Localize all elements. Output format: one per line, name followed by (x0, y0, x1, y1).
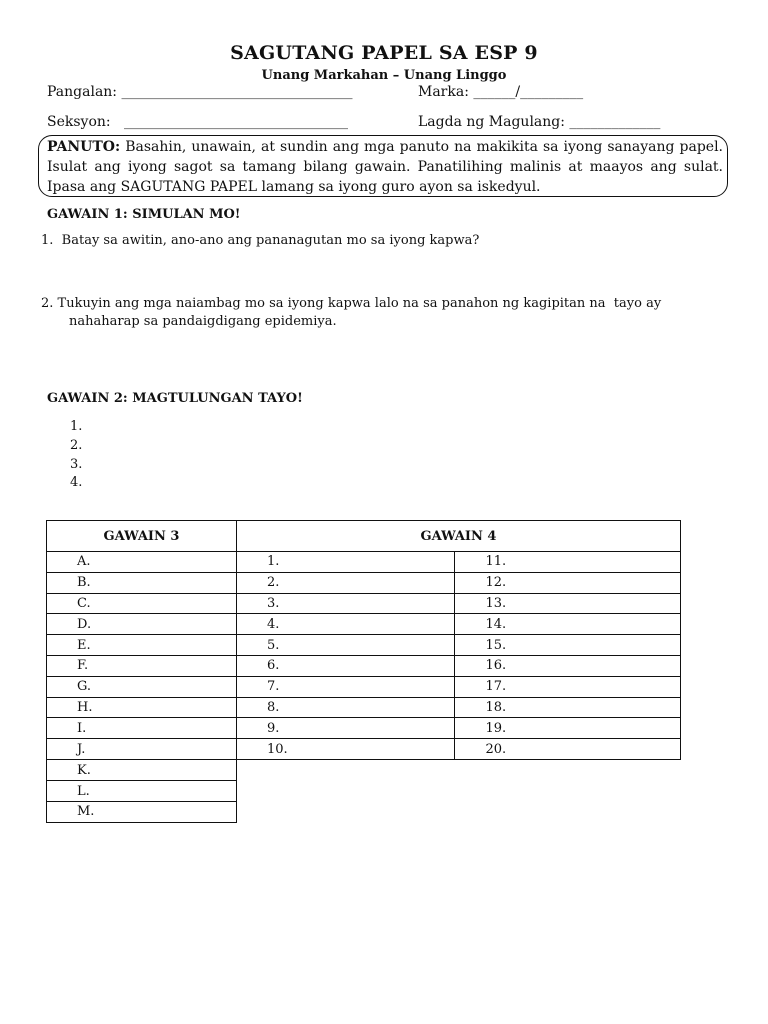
gawain2-item[interactable]: 4. (70, 475, 83, 490)
gawain3-cell[interactable]: B. (47, 572, 237, 593)
gawain4-cell[interactable]: 7. (237, 676, 455, 697)
table-blank (237, 802, 681, 823)
gawain4-cell[interactable]: 3. (237, 593, 455, 614)
page-subtitle: Unang Markahan – Unang Linggo (261, 68, 507, 83)
gawain2-heading: GAWAIN 2: MAGTULUNGAN TAYO! (47, 391, 303, 406)
gawain4-cell[interactable]: 1. (237, 552, 455, 573)
panuto-label: PANUTO: (47, 139, 121, 155)
gawain4-cell[interactable]: 6. (237, 655, 455, 676)
gawain2-item[interactable]: 1. (70, 419, 83, 434)
gawain3-cell[interactable]: F. (47, 655, 237, 676)
gawain4-cell[interactable]: 12. (455, 572, 681, 593)
gawain4-cell[interactable]: 20. (455, 739, 681, 760)
lagda-field[interactable]: Lagda ng Magulang: _____________ (418, 114, 661, 130)
answer-table (46, 520, 681, 823)
gawain4-cell[interactable]: 14. (455, 614, 681, 635)
gawain1-heading: GAWAIN 1: SIMULAN MO! (47, 207, 241, 222)
gawain3-cell[interactable]: J. (47, 739, 237, 760)
gawain4-cell[interactable]: 17. (455, 676, 681, 697)
gawain4-cell[interactable]: 8. (237, 697, 455, 718)
gawain4-cell[interactable]: 4. (237, 614, 455, 635)
gawain4-cell[interactable]: 5. (237, 635, 455, 656)
gawain3-cell[interactable]: K. (47, 759, 237, 780)
gawain3-cell[interactable]: L. (47, 781, 237, 802)
gawain3-cell[interactable]: E. (47, 635, 237, 656)
gawain1-question-1: 1. Batay sa awitin, ano-ano ang pananagutan mo sa iyong kapwa? (41, 233, 480, 248)
gawain4-cell[interactable]: 10. (237, 739, 455, 760)
table-blank (237, 759, 681, 780)
gawain2-item[interactable]: 3. (70, 457, 83, 472)
pangalan-field[interactable]: Pangalan: _________________________________ (47, 84, 353, 100)
gawain3-cell[interactable]: M. (47, 802, 237, 823)
gawain4-cell[interactable]: 11. (455, 552, 681, 573)
page-title: SAGUTANG PAPEL SA ESP 9 (230, 42, 538, 64)
table-blank (237, 781, 681, 802)
gawain4-cell[interactable]: 13. (455, 593, 681, 614)
gawain4-cell[interactable]: 9. (237, 718, 455, 739)
gawain4-cell[interactable]: 16. (455, 655, 681, 676)
gawain2-item[interactable]: 2. (70, 438, 83, 453)
gawain3-cell[interactable]: C. (47, 593, 237, 614)
gawain4-cell[interactable]: 18. (455, 697, 681, 718)
gawain3-cell[interactable]: D. (47, 614, 237, 635)
gawain1-question-2-cont: nahaharap sa pandaigdigang epidemiya. (69, 314, 337, 329)
gawain4-header: GAWAIN 4 (237, 521, 681, 552)
gawain3-header: GAWAIN 3 (47, 521, 237, 552)
gawain4-cell[interactable]: 15. (455, 635, 681, 656)
gawain3-cell[interactable]: I. (47, 718, 237, 739)
gawain3-cell[interactable]: A. (47, 552, 237, 573)
seksyon-field[interactable]: Seksyon: ________________________________ (47, 114, 348, 130)
gawain3-cell[interactable]: H. (47, 697, 237, 718)
panuto-body: Basahin, unawain, at sundin ang mga panuto na makikita sa iyong sanayang papel. Isulat ang iyong sagot sa tamang bilang gawain. Panatilihing malinis at maayos ang sulat. Ipasa ang SAGUTANG PAPEL lamang sa iyong guro ayon sa iskedyul. (47, 139, 723, 195)
gawain4-cell[interactable]: 2. (237, 572, 455, 593)
gawain3-cell[interactable]: G. (47, 676, 237, 697)
gawain4-cell[interactable]: 19. (455, 718, 681, 739)
gawain1-question-2: 2. Tukuyin ang mga naiambag mo sa iyong kapwa lalo na sa panahon ng kagipitan na tayo ay (41, 296, 662, 311)
panuto-text (47, 137, 723, 197)
marka-field[interactable]: Marka: ______/_________ (418, 84, 584, 100)
